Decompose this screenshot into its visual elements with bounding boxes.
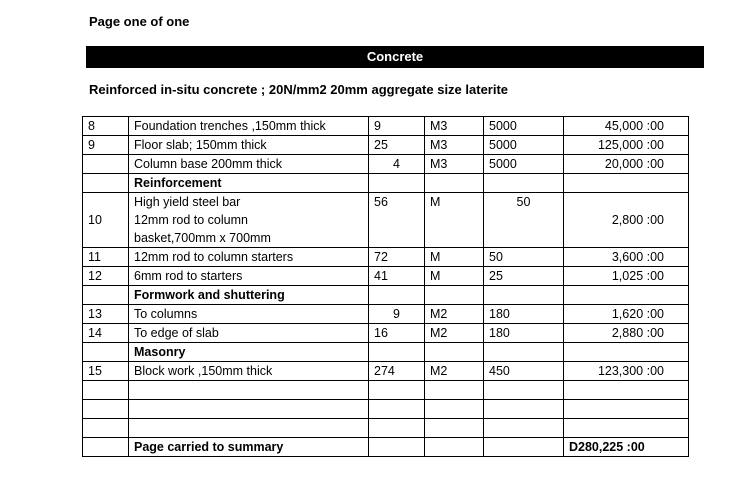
table-row (83, 117, 689, 136)
empty-cell (425, 381, 484, 400)
item-description: To columns (129, 305, 369, 324)
item-unit: M (425, 248, 484, 267)
item-amount: 2,880 :00 (564, 324, 689, 343)
item-unit: M2 (425, 362, 484, 381)
empty-cell (83, 286, 129, 305)
item-quantity: 41 (369, 267, 425, 286)
item-amount: 1,025 :00 (564, 267, 689, 286)
table-row (83, 136, 689, 155)
empty-cell (83, 343, 129, 362)
item-description: Column base 200mm thick (129, 155, 369, 174)
item-description: Foundation trenches ,150mm thick (129, 117, 369, 136)
item-unit: M2 (425, 324, 484, 343)
empty-cell (129, 400, 369, 419)
empty-cell (83, 174, 129, 193)
item-amount: 125,000 :00 (564, 136, 689, 155)
item-description: 12mm rod to column starters (129, 248, 369, 267)
table-row (83, 248, 689, 267)
item-unit: M3 (425, 117, 484, 136)
item-rate: 50 (484, 193, 564, 248)
section-heading: Formwork and shuttering (129, 286, 369, 305)
empty-cell (83, 419, 129, 438)
item-quantity: 16 (369, 324, 425, 343)
empty-cell (484, 174, 564, 193)
item-quantity: 25 (369, 136, 425, 155)
item-rate: 50 (484, 248, 564, 267)
description-line: basket,700mm x 700mm (134, 231, 271, 245)
empty-cell (83, 381, 129, 400)
item-unit: M (425, 193, 484, 248)
item-amount: 123,300 :00 (564, 362, 689, 381)
item-quantity: 72 (369, 248, 425, 267)
empty-cell (369, 343, 425, 362)
empty-cell (484, 381, 564, 400)
description-line: 12mm rod to column (134, 213, 248, 227)
table-row (83, 305, 689, 324)
empty-cell (484, 419, 564, 438)
item-amount: 45,000 :00 (564, 117, 689, 136)
item-description (129, 193, 369, 248)
table-row (83, 362, 689, 381)
item-quantity: 274 (369, 362, 425, 381)
item-quantity: 9 (369, 305, 425, 324)
table-row (83, 267, 689, 286)
item-number: 10 (83, 193, 129, 248)
empty-cell (564, 381, 689, 400)
item-rate: 25 (484, 267, 564, 286)
empty-cell (369, 381, 425, 400)
table-row (83, 193, 689, 248)
item-number (83, 155, 129, 174)
item-quantity: 56 (369, 193, 425, 248)
item-unit: M2 (425, 305, 484, 324)
empty-cell (369, 400, 425, 419)
section-heading-row (83, 343, 689, 362)
empty-cell (425, 438, 484, 457)
empty-cell (564, 419, 689, 438)
item-amount: 3,600 :00 (564, 248, 689, 267)
empty-cell (425, 343, 484, 362)
empty-cell (564, 286, 689, 305)
empty-cell (369, 438, 425, 457)
empty-cell (425, 400, 484, 419)
item-rate: 450 (484, 362, 564, 381)
item-number: 14 (83, 324, 129, 343)
description-line: High yield steel bar (134, 195, 241, 209)
page-label: Page one of one (89, 14, 190, 29)
empty-cell (129, 419, 369, 438)
section-heading-row (83, 286, 689, 305)
item-description: Floor slab; 150mm thick (129, 136, 369, 155)
section-banner: Concrete (86, 46, 704, 68)
item-description: Block work ,150mm thick (129, 362, 369, 381)
empty-cell (425, 174, 484, 193)
summary-label: Page carried to summary (129, 438, 369, 457)
item-number: 13 (83, 305, 129, 324)
item-rate: 5000 (484, 117, 564, 136)
item-number: 15 (83, 362, 129, 381)
item-description: To edge of slab (129, 324, 369, 343)
empty-row (83, 381, 689, 400)
item-rate: 5000 (484, 155, 564, 174)
empty-cell (425, 419, 484, 438)
empty-cell (484, 343, 564, 362)
item-unit: M3 (425, 155, 484, 174)
item-unit: M (425, 267, 484, 286)
summary-row (83, 438, 689, 457)
empty-cell (484, 286, 564, 305)
item-amount: 1,620 :00 (564, 305, 689, 324)
table-row (83, 324, 689, 343)
empty-row (83, 419, 689, 438)
empty-cell (425, 286, 484, 305)
item-number: 11 (83, 248, 129, 267)
item-number: 9 (83, 136, 129, 155)
item-number: 12 (83, 267, 129, 286)
empty-cell (564, 343, 689, 362)
empty-cell (83, 438, 129, 457)
item-description: 6mm rod to starters (129, 267, 369, 286)
item-quantity: 9 (369, 117, 425, 136)
empty-row (83, 400, 689, 419)
empty-cell (369, 286, 425, 305)
section-subtitle: Reinforced in-situ concrete ; 20N/mm2 20mm aggregate size laterite (89, 82, 509, 97)
empty-cell (83, 400, 129, 419)
bill-of-quantities-table (82, 116, 689, 457)
summary-amount: D280,225 :00 (564, 438, 689, 457)
item-amount: 2,800 :00 (564, 193, 689, 248)
item-rate: 180 (484, 305, 564, 324)
empty-cell (484, 400, 564, 419)
item-rate: 5000 (484, 136, 564, 155)
item-unit: M3 (425, 136, 484, 155)
empty-cell (484, 438, 564, 457)
empty-cell (369, 419, 425, 438)
section-heading-row (83, 174, 689, 193)
section-heading: Reinforcement (129, 174, 369, 193)
item-amount: 20,000 :00 (564, 155, 689, 174)
item-quantity: 4 (369, 155, 425, 174)
table-row (83, 155, 689, 174)
section-heading: Masonry (129, 343, 369, 362)
empty-cell (564, 400, 689, 419)
empty-cell (564, 174, 689, 193)
item-number: 8 (83, 117, 129, 136)
empty-cell (129, 381, 369, 400)
item-rate: 180 (484, 324, 564, 343)
empty-cell (369, 174, 425, 193)
